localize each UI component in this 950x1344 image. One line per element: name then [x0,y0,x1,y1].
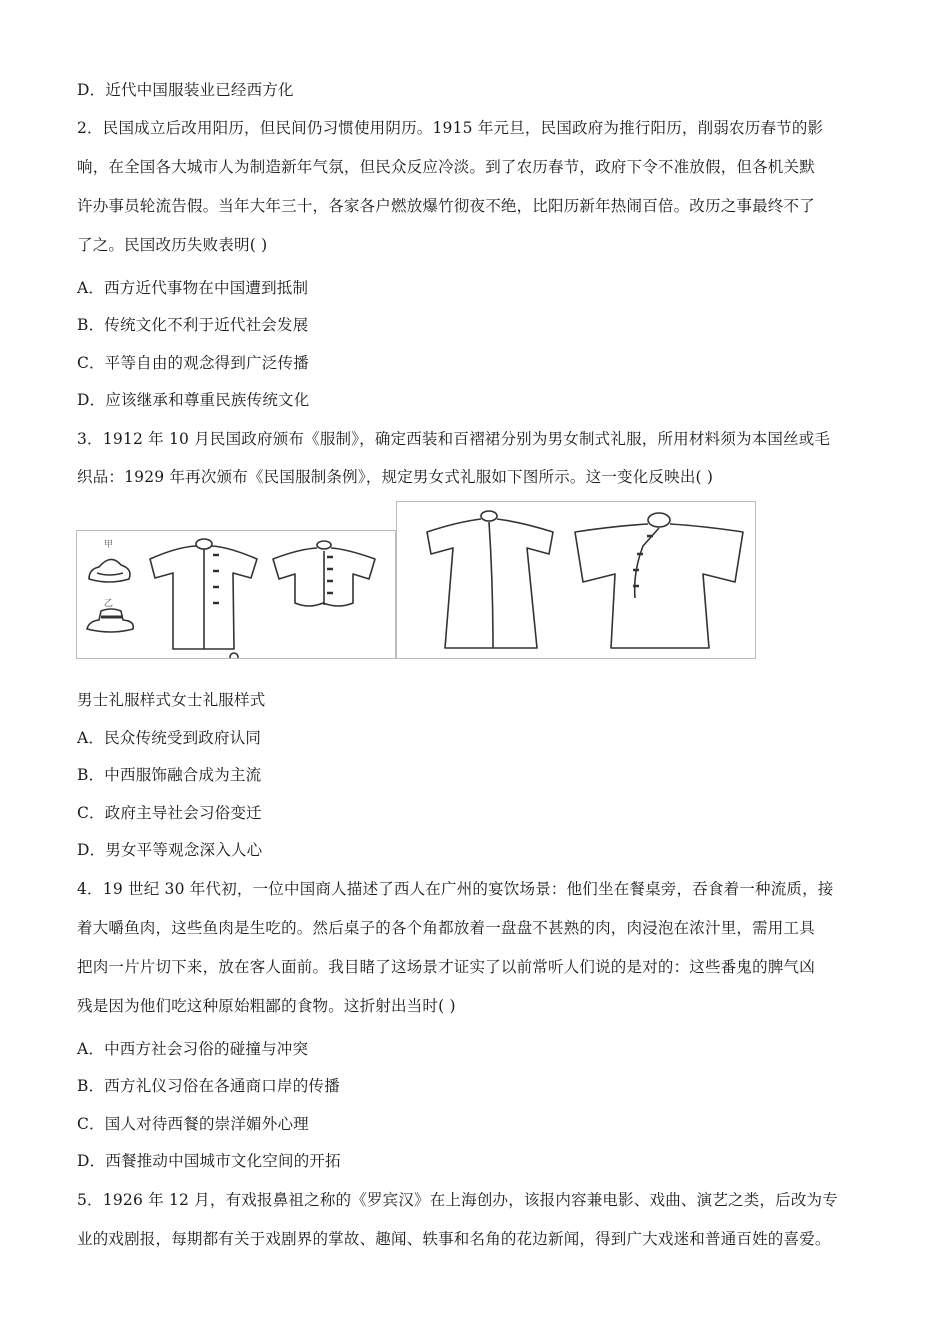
q3-option-d: D．男女平等观念深入人心 [77,841,263,859]
q2-stem-line-2: 响，在全国各大城市人为制造新年气氛，但民众反应冷淡。到了农历春节，政府下令不准放假，但各机关默 [77,158,815,176]
q4-stem-line-4: 残是因为他们吃这种原始粗鄙的食物。这折射出当时( ) [77,997,456,1015]
q5-stem-line-1: 5．1926 年 12 月，有戏报鼻祖之称的《罗宾汉》在上海创办，该报内容兼电影、戏曲、演艺之类，后改为专 [77,1191,838,1209]
q4-stem-line-3: 把肉一片片切下来，放在客人面前。我目睹了这场景才证实了以前常听人们说的是对的：这些番鬼的脾气凶 [77,958,815,976]
figure-label-jia: 甲 [104,540,114,550]
mens-long-gown-icon [150,539,257,649]
q2-option-a: A．西方近代事物在中国遭到抵制 [77,279,309,297]
mens-jacket-icon [273,541,375,606]
q4-option-a: A．中西方社会习俗的碰撞与冲突 [77,1040,309,1058]
q2-stem-line-4: 了之。民国改历失败表明( ) [77,236,268,254]
q2-option-b: B．传统文化不利于近代社会发展 [77,316,309,334]
q2-option-d: D．应该继承和尊重民族传统文化 [77,391,310,409]
womens-dress-drawing [397,502,755,658]
q3-stem-line-2: 织品：1929 年再次颁布《民国服制条例》，规定男女式礼服如下图所示。这一变化反映出( ) [77,468,714,486]
q4-option-c: C．国人对待西餐的崇洋媚外心理 [77,1115,309,1133]
figure-label-yi: 乙 [104,599,114,609]
q2-stem-line-3: 许办事员轮流告假。当年大年三十，各家各户燃放爆竹彻夜不绝，比阳历新年热闹百倍。改历之事最终不了 [77,197,815,215]
q3-option-a: A．民众传统受到政府认同 [77,729,262,747]
q2-stem-line-1: 2．民国成立后改用阳历，但民间仍习惯使用阴历。1915 年元旦，民国政府为推行阳历，削弱农历春节的影 [77,119,824,137]
q4-option-b: B．西方礼仪习俗在各通商口岸的传播 [77,1077,340,1095]
q1-option-d: D．近代中国服装业已经西方化 [77,81,294,99]
womens-jacket-icon [575,513,743,648]
womens-long-gown-icon [427,511,553,648]
hat-jia-icon [89,559,130,582]
mens-dress-drawing [77,531,395,658]
q3-stem-line-1: 3．1912 年 10 月民国政府颁布《服制》，确定西装和百褶裙分别为男女制式礼服，所用材料须为本国丝或毛 [77,430,831,448]
womens-dress-figure [396,501,756,659]
hat-yi-icon [87,609,133,632]
q4-stem-line-2: 着大嚼鱼肉，这些鱼肉是生吃的。然后桌子的各个角都放着一盘盘不甚熟的肉，肉浸泡在浓汁里，需用工具 [77,919,815,937]
q4-stem-line-1: 4．19 世纪 30 年代初，一位中国商人描述了西人在广州的宴饮场景：他们坐在餐桌旁，吞食着一种流质，接 [77,880,834,898]
mens-dress-figure [76,530,396,659]
q3-option-c: C．政府主导社会习俗变迁 [77,804,262,822]
q4-option-d: D．西餐推动中国城市文化空间的开拓 [77,1152,341,1170]
q3-option-b: B．中西服饰融合成为主流 [77,766,262,784]
q5-stem-line-2: 业的戏剧报，每期都有关于戏剧界的掌故、趣闻、轶事和名角的花边新闻，得到广大戏迷和普通百姓的喜爱。 [77,1230,831,1248]
q2-option-c: C．平等自由的观念得到广泛传播 [77,354,309,372]
figure-caption: 男士礼服样式女士礼服样式 [77,691,266,709]
